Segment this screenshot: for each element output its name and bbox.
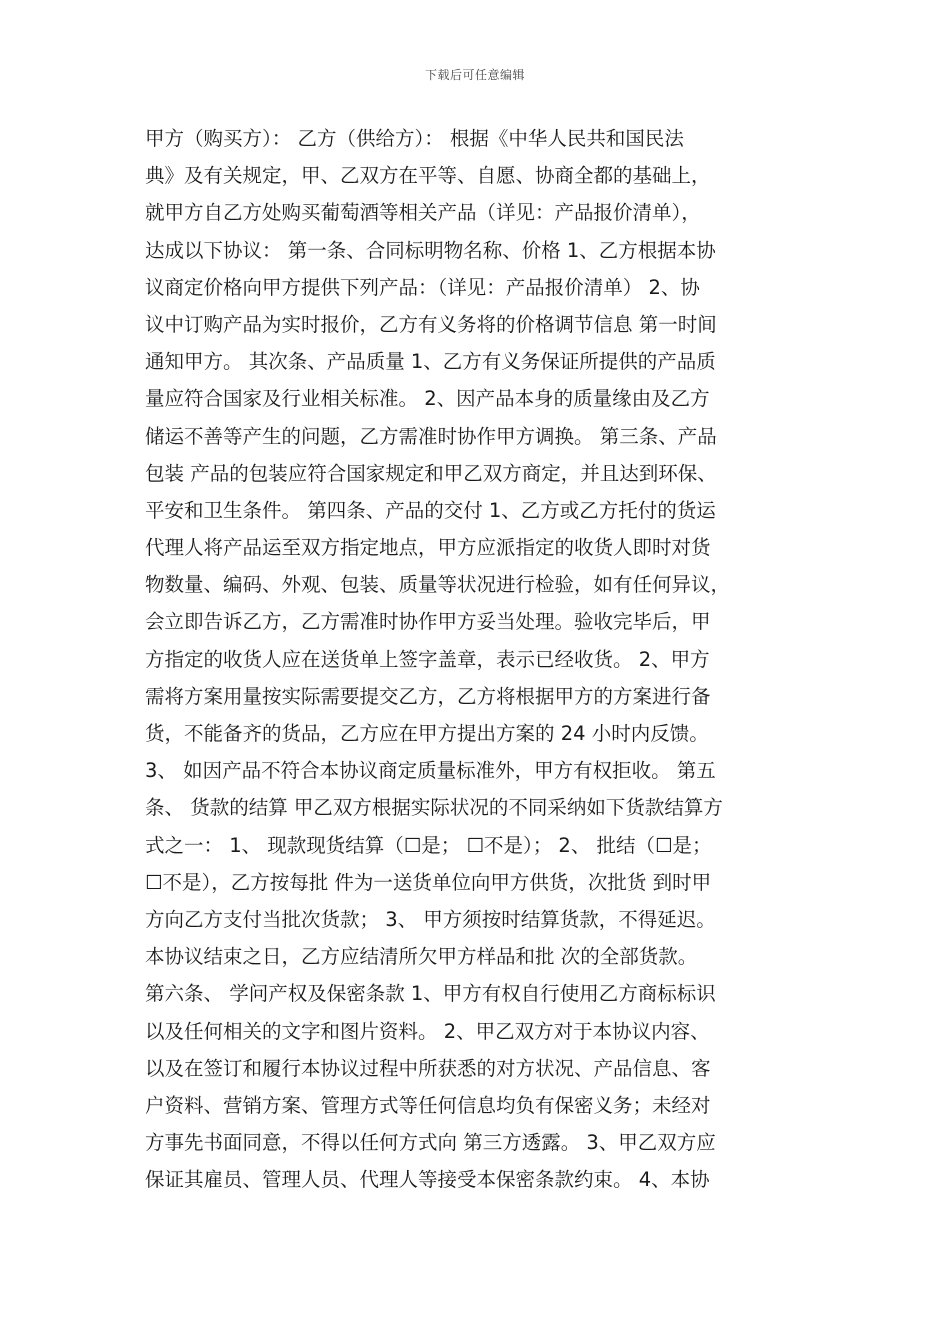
text-line: 货，不能备齐的货品，乙方应在甲方提出方案的 24 小时内反馈。 [145,722,709,745]
text-line: 代理人将产品运至双方指定地点，甲方应派指定的收货人即时对货 [145,536,711,560]
text-line: 3、 如因产品不符合本协议商定质量标准外，甲方有权拒收。 第五 [145,759,716,783]
header-note: 下载后可任意编辑 [424,68,525,82]
text-line: 需将方案用量按实际需要提交乙方，乙方将根据甲方的方案进行备 [145,684,711,708]
text-line: 以及在签订和履行本协议过程中所获悉的对方状况、产品信息、客 [145,1056,711,1080]
text-line: 以及任何相关的文字和图片资料。 2、甲乙双方对于本协议内容、 [145,1019,710,1043]
text-line: 第六条、 学问产权及保密条款 1、甲方有权自行使用乙方商标标识 [145,982,716,1006]
text-line: 达成以下协议： 第一条、合同标明物名称、价格 1、乙方根据本协 [145,238,716,262]
text-line: 量应符合国家及行业相关标准。 2、因产品本身的质量缘由及乙方 [145,387,710,411]
text-line: 就甲方自乙方处购买葡萄酒等相关产品（详见：产品报价清单）， [145,201,701,225]
text-line: 会立即告诉乙方，乙方需准时协作甲方妥当处理。验收完毕后，甲 [145,610,711,634]
text-line: 物数量、编码、外观、包装、质量等状况进行检验，如有任何异议， [145,573,731,597]
text-line: 式之一： 1、 现款现货结算（☐是； ☐不是）； 2、 批结（☐是； [145,833,712,857]
text-line: 方事先书面同意，不得以任何方式向 第三方透露。 3、甲乙双方应 [145,1131,716,1155]
text-line: 条、 货款的结算 甲乙双方根据实际状况的不同采纳如下货款结算方 [145,796,723,820]
text-line: 保证其雇员、管理人员、代理人等接受本保密条款约束。 4、本协 [145,1168,710,1192]
text-line: 议中订购产品为实时报价，乙方有义务将的价格调节信息 第一时间 [145,312,717,336]
text-line: 议商定价格向甲方提供下列产品：（详见：产品报价清单） 2、协 [145,275,700,299]
text-line: 本协议结束之日，乙方应结清所欠甲方样品和批 次的全部货款。 [145,945,698,969]
text-line: 甲方（购买方）： 乙方（供给方）： 根据《中华人民共和国民法 [145,127,684,150]
text-line: 户资料、营销方案、管理方式等任何信息均负有保密义务；未经对 [145,1093,711,1117]
text-line: 通知甲方。 其次条、产品质量 1、乙方有义务保证所提供的产品质 [145,350,716,374]
text-line: 包装 产品的包装应符合国家规定和甲乙双方商定，并且达到环保、 [145,461,717,485]
text-line: 平安和卫生条件。 第四条、产品的交付 1、乙方或乙方托付的货运 [145,498,716,522]
text-line: 储运不善等产生的问题，乙方需准时协作甲方调换。 第三条、产品 [145,424,717,448]
contract-body-text [145,120,810,1198]
text-line: 方向乙方支付当批次货款； 3、 甲方须按时结算货款，不得延迟。 [145,907,716,931]
text-line: 方指定的收货人应在送货单上签字盖章，表示已经收货。 2、甲方 [145,647,710,671]
text-line: 典》及有关规定，甲、乙双方在平等、自愿、协商全都的基础上， [145,164,711,188]
text-line: ☐不是），乙方按每批 件为一送货单位向甲方供货，次批货 到时甲 [145,870,712,894]
